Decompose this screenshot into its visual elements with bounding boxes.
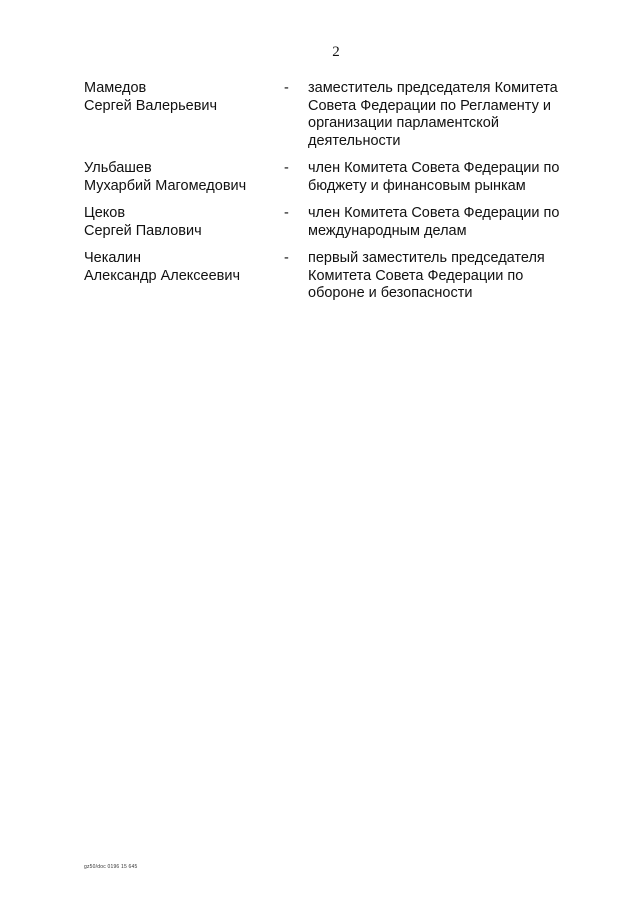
member-given-names: Сергей Павлович: [84, 222, 202, 239]
member-name: [84, 160, 284, 195]
member-name: [84, 205, 284, 240]
member-role: первый заместитель председателя Комитета Совета Федерации по обороне и безопасности: [308, 250, 545, 301]
member-given-names: Мухарбий Магомедович: [84, 177, 247, 194]
member-name: [84, 80, 284, 115]
dash-separator: -: [284, 205, 289, 221]
member-surname: Цеков: [84, 205, 126, 221]
dash-separator: -: [284, 80, 289, 96]
document-footer-code: gz50/doc 0196 15 645: [84, 864, 138, 870]
list-item: [84, 205, 594, 240]
member-given-names: Александр Алексеевич: [84, 267, 241, 284]
member-list: [84, 80, 594, 303]
list-item: [84, 160, 594, 195]
dash-separator: -: [284, 250, 289, 266]
member-role: член Комитета Совета Федерации по бюджету и финансовым рынкам: [308, 160, 560, 194]
list-item: [84, 250, 594, 303]
member-role: член Комитета Совета Федерации по международным делам: [308, 205, 560, 239]
dash-separator: -: [284, 160, 289, 176]
member-surname: Мамедов: [84, 80, 147, 96]
member-given-names: Сергей Валерьевич: [84, 97, 218, 114]
member-surname: Чекалин: [84, 250, 142, 266]
member-role: заместитель председателя Комитета Совета Федерации по Регламенту и организации парламентской деятельности: [308, 80, 558, 149]
page-number: 2: [332, 44, 340, 60]
list-item: [84, 80, 594, 150]
member-name: [84, 250, 284, 285]
member-surname: Ульбашев: [84, 160, 152, 176]
